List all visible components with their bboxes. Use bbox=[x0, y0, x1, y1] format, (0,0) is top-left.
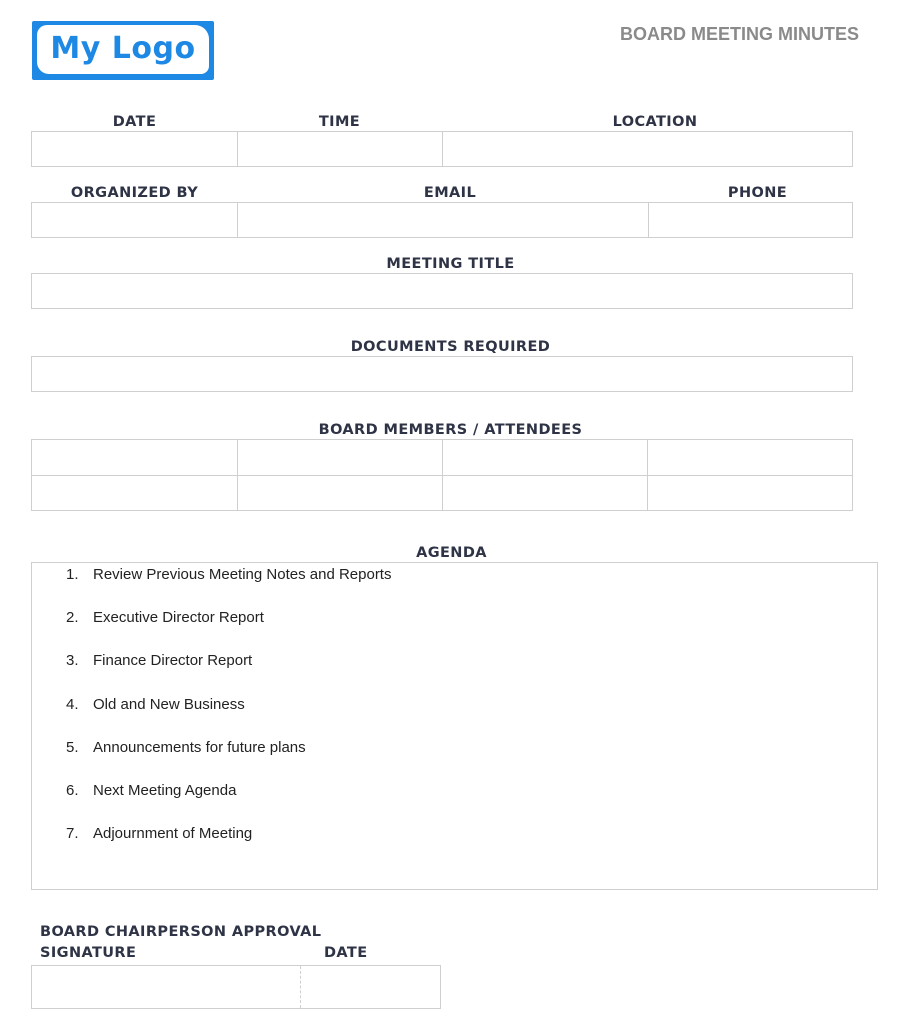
agenda-box bbox=[31, 562, 878, 890]
approval-date-field[interactable] bbox=[301, 966, 440, 1008]
attendee-cell[interactable] bbox=[443, 476, 647, 510]
agenda-item-number: 6. bbox=[66, 781, 79, 799]
approval-fields bbox=[31, 965, 441, 1009]
document-title: BOARD MEETING MINUTES bbox=[619, 24, 859, 44]
agenda-item-text: Old and New Business bbox=[93, 695, 245, 713]
agenda-item-text: Review Previous Meeting Notes and Reports bbox=[93, 566, 392, 583]
agenda-item-text: Announcements for future plans bbox=[93, 738, 306, 756]
agenda-item-text: Executive Director Report bbox=[93, 609, 264, 627]
location-field[interactable] bbox=[443, 132, 852, 166]
agenda-item-number: 2. bbox=[66, 609, 79, 627]
time-label: TIME bbox=[318, 114, 361, 130]
email-field[interactable] bbox=[238, 203, 648, 237]
list-item bbox=[66, 826, 391, 869]
agenda-item-number: 7. bbox=[66, 825, 79, 843]
attendees-label: BOARD MEMBERS / ATTENDEES bbox=[318, 422, 583, 438]
email-label: EMAIL bbox=[423, 185, 477, 201]
approval-heading: BOARD CHAIRPERSON APPROVAL bbox=[40, 924, 322, 940]
attendees-grid bbox=[31, 439, 853, 511]
date-field[interactable] bbox=[32, 132, 237, 166]
attendee-cell[interactable] bbox=[648, 440, 852, 475]
logo-inner bbox=[37, 25, 209, 74]
phone-field[interactable] bbox=[649, 203, 852, 237]
list-item bbox=[66, 653, 391, 696]
attendee-cell[interactable] bbox=[443, 440, 647, 475]
phone-label: PHONE bbox=[727, 185, 788, 201]
agenda-item-number: 3. bbox=[66, 652, 79, 670]
list-item bbox=[66, 610, 391, 653]
approval-date-label: DATE bbox=[324, 945, 368, 961]
organizer-contact-fields bbox=[31, 202, 853, 238]
attendee-cell[interactable] bbox=[32, 440, 237, 475]
list-item bbox=[66, 697, 391, 740]
organized-by-label: ORGANIZED BY bbox=[70, 185, 199, 201]
attendee-cell[interactable] bbox=[238, 476, 442, 510]
logo-text: My Logo bbox=[50, 31, 196, 66]
signature-label: SIGNATURE bbox=[40, 945, 137, 961]
meeting-title-label: MEETING TITLE bbox=[386, 256, 515, 272]
agenda-item-text: Next Meeting Agenda bbox=[93, 781, 237, 799]
organized-by-field[interactable] bbox=[32, 203, 237, 237]
attendee-cell[interactable] bbox=[238, 440, 442, 475]
attendee-cell[interactable] bbox=[32, 476, 237, 510]
agenda-list bbox=[66, 567, 391, 869]
documents-required-label: DOCUMENTS REQUIRED bbox=[350, 339, 551, 355]
attendee-cell[interactable] bbox=[648, 476, 852, 510]
location-label: LOCATION bbox=[612, 114, 698, 130]
list-item bbox=[66, 740, 391, 783]
date-time-location-fields bbox=[31, 131, 853, 167]
date-label: DATE bbox=[112, 114, 157, 130]
list-item bbox=[66, 783, 391, 826]
signature-field[interactable] bbox=[32, 966, 300, 1008]
agenda-item-number: 5. bbox=[66, 738, 79, 756]
meeting-title-field[interactable] bbox=[31, 273, 853, 309]
agenda-item-number: 1. bbox=[66, 566, 79, 583]
time-field[interactable] bbox=[238, 132, 442, 166]
agenda-item-text: Adjournment of Meeting bbox=[93, 825, 253, 843]
agenda-item-text: Finance Director Report bbox=[93, 652, 253, 670]
agenda-label: AGENDA bbox=[416, 545, 487, 561]
list-item bbox=[66, 567, 391, 610]
documents-required-field[interactable] bbox=[31, 356, 853, 392]
logo bbox=[32, 21, 214, 80]
agenda-item-number: 4. bbox=[66, 695, 79, 713]
